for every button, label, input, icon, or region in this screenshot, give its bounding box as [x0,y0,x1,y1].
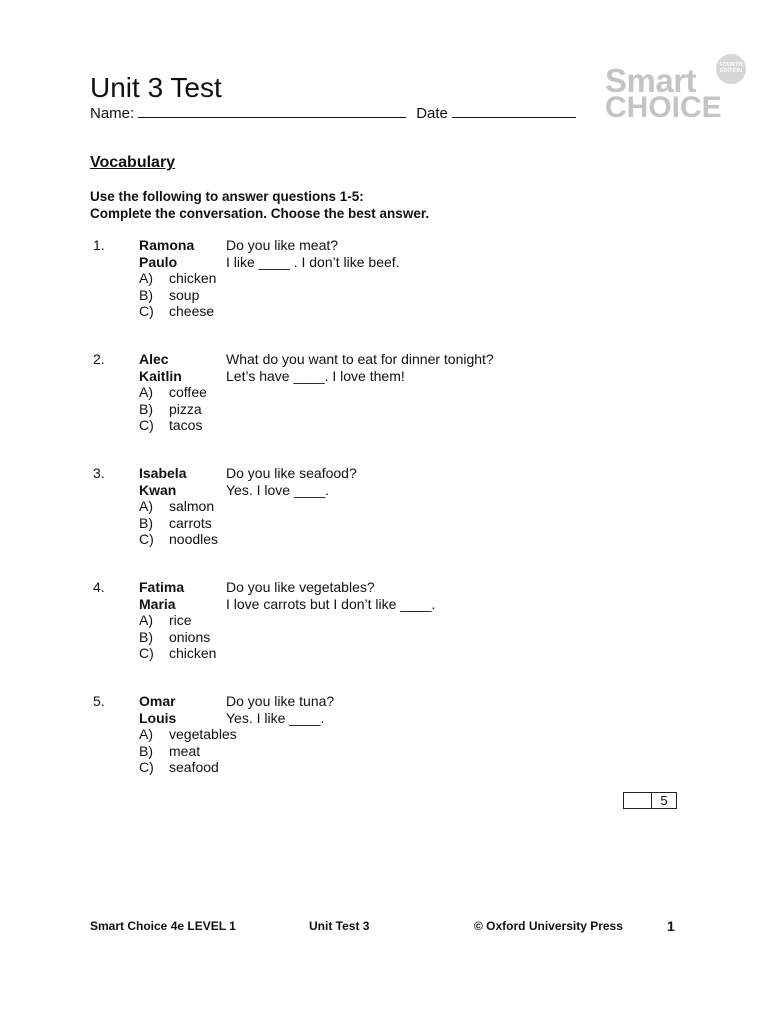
score-box [623,792,677,809]
instruction-line: Complete the conversation. Choose the best answer. [90,206,430,221]
option-letter[interactable]: B) [139,514,153,531]
speaker-name: Fatima [139,579,185,595]
option-letter[interactable]: C) [139,417,154,433]
logo-word-choice: CHOICE [605,91,722,124]
edition-badge-text: FOURTH EDITION [719,62,743,74]
speaker-name: Alec [139,351,169,367]
date-blank[interactable] [452,103,576,118]
question-number: 1. [93,237,105,253]
option-text[interactable]: chicken [169,645,217,661]
speaker-name: Ramona [139,237,195,253]
name-blank[interactable] [138,103,406,118]
footer-publisher: © Oxford University Press [474,919,623,933]
smart-choice-logo [601,50,751,126]
option-text[interactable]: tacos [169,417,203,433]
option-text[interactable]: coffee [169,384,207,400]
option-text[interactable]: carrots [169,514,212,531]
option-letter[interactable]: C) [139,531,154,547]
date-label: Date [416,105,448,122]
page-number: 1 [667,918,675,934]
option-letter[interactable]: B) [139,286,153,303]
dialogue-line: I like ____ . I don’t like beef. [226,253,400,270]
instruction-line: Use the following to answer questions 1-5: [90,189,364,204]
option-text[interactable]: seafood [169,759,219,775]
speaker-name: Maria [139,595,176,612]
name-label: Name: [90,105,135,122]
option-letter[interactable]: A) [139,384,153,400]
option-letter[interactable]: B) [139,742,153,759]
speaker-name: Omar [139,693,176,709]
question-number: 2. [93,351,105,367]
option-letter[interactable]: A) [139,612,153,628]
speaker-name: Paulo [139,253,178,270]
option-text[interactable]: meat [169,742,201,759]
option-text[interactable]: soup [169,286,200,303]
option-text[interactable]: salmon [169,498,215,514]
option-letter[interactable]: C) [139,303,154,319]
section-heading: Vocabulary [90,154,176,171]
option-letter[interactable]: A) [139,498,153,514]
option-letter[interactable]: A) [139,726,153,742]
score-entry-cell[interactable] [624,793,652,808]
option-letter[interactable]: B) [139,628,153,645]
speaker-name: Louis [139,709,177,726]
dialogue-line: Yes. I love ____. [226,481,330,498]
option-letter[interactable]: A) [139,270,153,286]
dialogue-line: Yes. I like ____. [226,709,325,726]
dialogue-line: Do you like vegetables? [226,579,375,595]
option-text[interactable]: onions [169,628,211,645]
page-title: Unit 3 Test [90,72,222,103]
option-letter[interactable]: B) [139,400,153,417]
question-number: 3. [93,465,105,481]
instructions [90,188,429,222]
dialogue-line: Let’s have ____. I love them! [226,367,405,384]
question-number: 5. [93,693,105,709]
speaker-name: Kaitlin [139,367,182,384]
footer-unit: Unit Test 3 [309,919,370,933]
dialogue-line: I love carrots but I don’t like ____. [226,595,436,612]
dialogue-line: What do you want to eat for dinner tonight? [226,351,494,367]
speaker-name: Kwan [139,481,177,498]
option-letter[interactable]: C) [139,645,154,661]
speaker-name: Isabela [139,465,187,481]
option-text[interactable]: pizza [169,400,202,417]
option-text[interactable]: chicken [169,270,217,286]
option-text[interactable]: noodles [169,531,219,547]
score-total: 5 [660,793,668,808]
option-text[interactable]: vegetables [169,726,237,742]
dialogue-line: Do you like seafood? [226,465,357,481]
dialogue-line: Do you like meat? [226,237,339,253]
dialogue-line: Do you like tuna? [226,693,335,709]
name-date-row [90,103,576,123]
question-number: 4. [93,579,105,595]
option-text[interactable]: cheese [169,303,215,319]
logo-word-smart: Smart [605,62,697,99]
footer-course: Smart Choice 4e LEVEL 1 [90,919,236,933]
option-letter[interactable]: C) [139,759,154,775]
edition-badge-icon [714,52,748,86]
option-text[interactable]: rice [169,612,192,628]
